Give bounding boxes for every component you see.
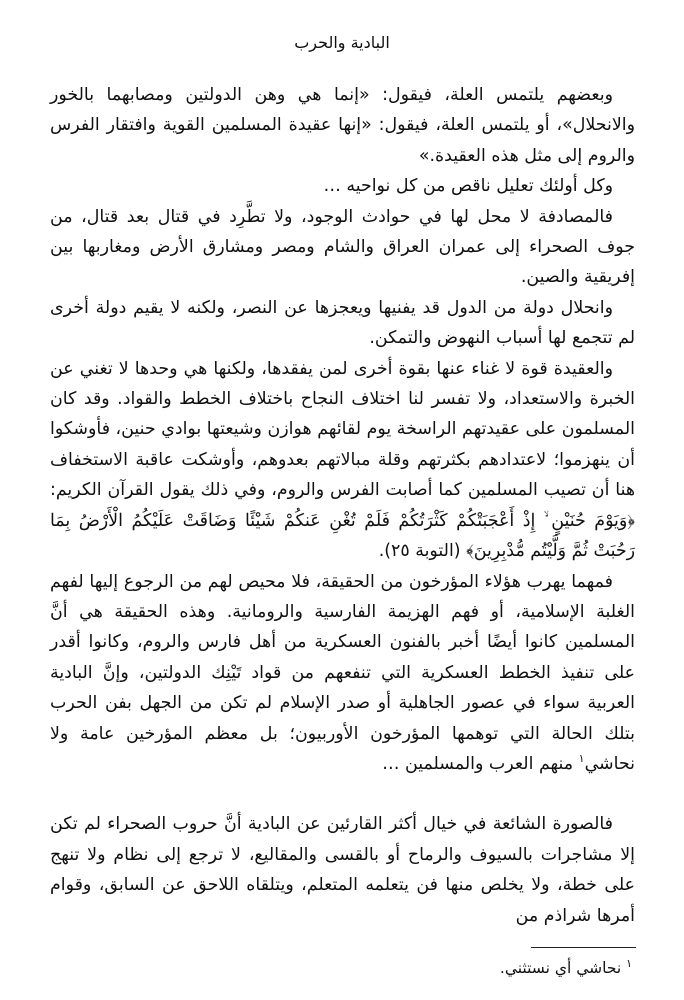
paragraph-3: فالمصادفة لا محل لها في حوادث الوجود، ولا تطَّرِد في قتال بعد قتال، من جوف الصحراء إلى عمران العراق والشام ومصر ومشارق الأرض ومغاربها بين إفريقية والصين. bbox=[50, 206, 635, 288]
running-header: البادية والحرب bbox=[294, 33, 390, 52]
footnote-reference-mark[interactable]: ١ bbox=[578, 752, 585, 766]
body-text bbox=[50, 80, 635, 931]
paragraph-4: وانحلال دولة من الدول قد يفنيها ويعجزها عن النصر، ولكنه لا يقيم دولة أخرى لم تتجمع لها أسباب النهوض والتمكن. bbox=[50, 297, 635, 349]
quran-citation: (التوبة ٢٥). bbox=[378, 541, 467, 562]
paragraph-7: فالصورة الشائعة في خيال أكثر القارئين عن البادية أنَّ حروب الصحراء لم تكن إلا مشاجرات بالسيوف والرماح أو بالقسى والمقاليع، لا ترجع إلى نظام ولا تنهج على خطة، ولا يخلص منها فن يتعلمه المتعلم، ويتلقاه اللاحق عن السابق، وقوام أمرها شراذم من bbox=[50, 814, 635, 926]
quran-verse: ﴿وَيَوْمَ حُنَيْنٍ ۙ إِذْ أَعْجَبَتْكُمْ كَثْرَتُكُمْ فَلَمْ تُغْنِ عَنكُمْ شَيْئًا وَضَاقَتْ عَلَيْكُمُ الْأَرْضُ بِمَا رَحُبَتْ ثُمَّ وَلَّيْتُم مُّدْبِرِينَ﴾ bbox=[50, 510, 635, 562]
paragraph-1: وبعضهم يلتمس العلة، فيقول: «إنما هي وهن الدولتين ومصابهما بالخور والانحلال»، أو يلتمس العلة، فيقول: «إنها عقيدة المسلمين القوية وافتقار الفرس والروم إلى مثل هذه العقيدة.» bbox=[50, 85, 635, 166]
paragraph-6-text-end: منهم العرب والمسلمين … bbox=[382, 753, 579, 774]
paragraph-5-text: والعقيدة قوة لا غناء عنها بقوة أخرى لمن يفقدها، ولكنها هي وحدها لا تغني عن الخبرة والاستعداد، ولا تفسر لنا اختلاف النجاح باختلاف الخطط والقواد. وقد كان المسلمون على عقيدتهم الراسخة يوم لقائهم هوازن وشيعتها بوادي حنين، فأوشكوا أن ينهزموا؛ لاعتدادهم بكثرتهم وقلة مبالاتهم بعدوهم، وأوشكت عاقبة الاستخفاف هنا أن تصيب المسلمين كما أصابت الفرس والروم، وفي ذلك يقول القرآن الكريم: bbox=[50, 358, 635, 501]
paragraph-2: وكل أولئك تعليل ناقص من كل نواحيه … bbox=[323, 176, 613, 197]
paragraph-5 bbox=[50, 354, 635, 567]
footnote bbox=[52, 957, 632, 979]
footnote-divider bbox=[531, 947, 636, 948]
paragraph-6 bbox=[50, 567, 635, 780]
paragraph-6-text: فمهما يهرب هؤلاء المؤرخون من الحقيقة، فلا محيص لهم من الرجوع إليها لفهم الغلبة الإسلامية، أو فهم الهزيمة الفارسية والرومانية. وهذه الحقيقة هي أنَّ المسلمين كانوا أيضًا أخبر بالفنون العسكرية من أهل فارس والروم، وكانوا أقدر على تنفيذ الخطط العسكرية التي تنفعهم من قواد تَيْنِك الدولتين، وإنَّ البادية العربية سواء في عصور الجاهلية أو صدر الإسلام لم تكن من الجهل بفن الحرب بتلك الحالة التي توهمها المؤرخون الأوربيون؛ بل معظم المؤرخين عامة ولا نحاشي bbox=[50, 571, 635, 774]
footnote-mark: ١ bbox=[626, 956, 632, 970]
footnote-text: نحاشي أي نستثني. bbox=[499, 959, 627, 977]
